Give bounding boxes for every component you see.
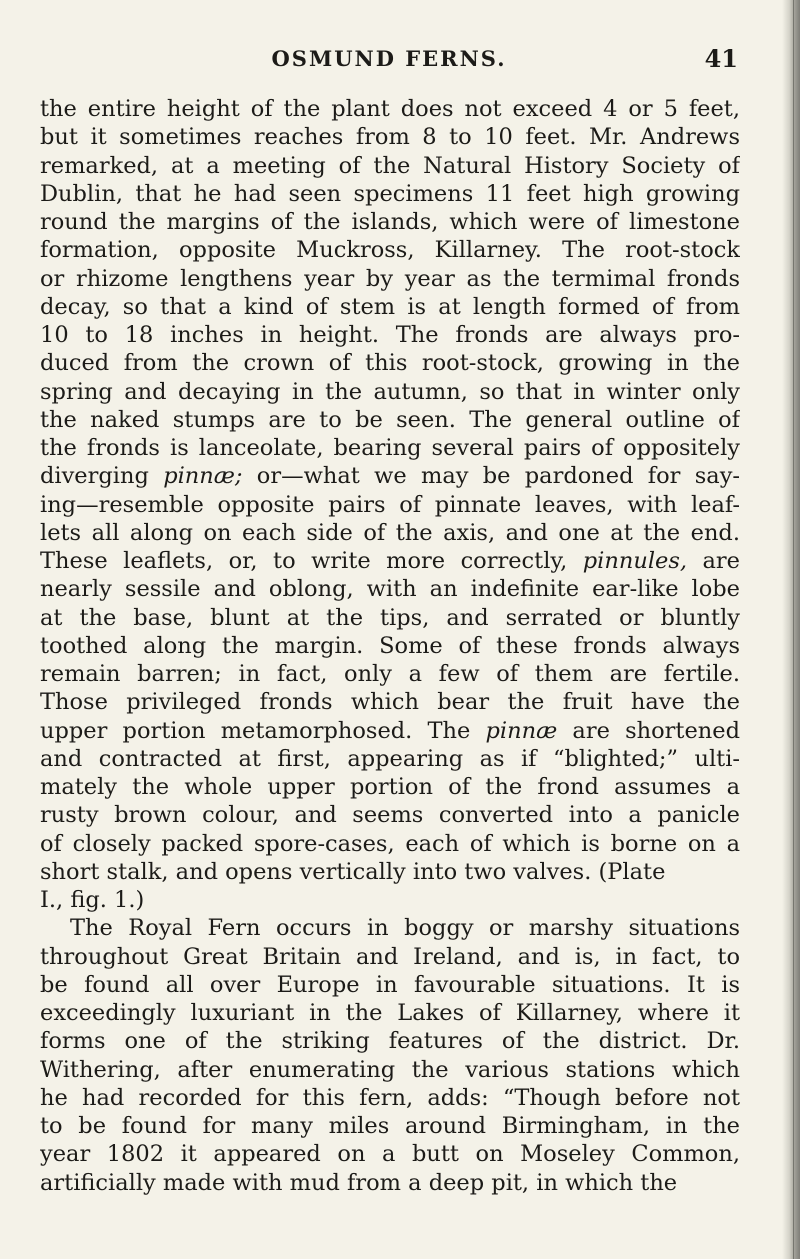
text-line [40, 180, 740, 208]
running-head [40, 46, 738, 76]
text-segment: forms one of the striking features of the district. Dr. [40, 1028, 740, 1055]
text-segment: of closely packed spore-cases, each of which is borne on a [40, 830, 740, 857]
page-binding-line [793, 0, 794, 1259]
text-segment: spring and decaying in the autumn, so that in winter only [40, 378, 740, 405]
italic-text: pinnules, [582, 548, 688, 574]
text-line [40, 547, 740, 575]
text-segment: throughout Great Britain and Ireland, and is, in fact, to [40, 943, 740, 970]
text-line [40, 152, 740, 180]
text-line [40, 321, 740, 349]
body-text [40, 95, 740, 1197]
text-segment: nearly sessile and oblong, with an indefinite ear-like lobe [40, 576, 740, 603]
text-line [40, 999, 740, 1027]
text-line [40, 575, 740, 603]
text-segment: formation, opposite Muckross, Killarney. The root-stock [40, 237, 740, 264]
text-line [40, 293, 740, 321]
text-segment: short stalk, and opens vertically into two valves. (Plate [40, 858, 666, 885]
page-binding-edge [782, 0, 800, 1259]
text-segment: 10 to 18 inches in height. The fronds are always pro- [40, 322, 740, 348]
italic-text: pinnæ [485, 717, 558, 744]
text-line [40, 1056, 740, 1084]
text-line [40, 95, 740, 123]
text-segment: the naked stumps are to be seen. The general outline of [40, 406, 740, 433]
text-segment: duced from the crown of this root-stock, growing in the [40, 350, 740, 377]
text-line [40, 1169, 740, 1197]
text-segment: mately the whole upper portion of the frond assumes a [40, 774, 740, 800]
running-title: OSMUND FERNS. [271, 46, 507, 71]
text-line [40, 1140, 740, 1168]
page-number: 41 [704, 44, 738, 73]
text-segment: decay, so that a kind of stem is at length formed of from [40, 293, 740, 320]
text-segment: lets all along on each side of the axis, and one at the end. [40, 519, 740, 546]
text-segment: to be found for many miles around Birmingham, in the [40, 1113, 740, 1139]
text-line [40, 265, 740, 293]
text-segment: be found all over Europe in favourable situations. It is [40, 971, 740, 998]
text-segment: are [687, 548, 740, 574]
text-line [40, 1084, 740, 1112]
text-line [40, 123, 740, 151]
text-line [40, 519, 740, 547]
text-segment: diverging [40, 463, 164, 490]
text-segment: rusty brown colour, and seems converted into a panicle [40, 802, 740, 829]
text-segment: upper portion metamorphosed. The [40, 717, 486, 744]
text-line [40, 208, 740, 236]
text-segment: toothed along the margin. Some of these fronds always [40, 632, 740, 659]
text-line [40, 858, 740, 886]
text-segment: are shortened [557, 717, 740, 744]
text-segment: the fronds is lanceolate, bearing several pairs of oppositely [40, 435, 740, 461]
text-segment: The Royal Fern occurs in boggy or marshy situations [70, 915, 740, 942]
text-line [40, 604, 740, 632]
text-line [40, 688, 740, 716]
text-line [40, 349, 740, 377]
text-line [40, 745, 740, 773]
text-segment: the entire height of the plant does not exceed 4 or 5 feet, [40, 96, 740, 122]
text-segment: artificially made with mud from a deep pit, in which the [40, 1169, 678, 1196]
text-line [40, 773, 740, 801]
text-segment: or rhizome lengthens year by year as the termimal fronds [40, 265, 740, 292]
text-segment: Withering, after enumerating the various stations which [40, 1056, 740, 1083]
text-segment: Those privileged fronds which bear the fruit have the [40, 689, 740, 716]
text-line [40, 886, 740, 914]
text-line [40, 660, 740, 688]
text-line [40, 830, 740, 858]
text-segment: Dublin, that he had seen specimens 11 feet high growing [40, 180, 740, 207]
text-segment: or—what we may be pardoned for say- [242, 463, 740, 490]
text-segment: he had recorded for this fern, adds: “Though before not [40, 1084, 740, 1111]
text-line [40, 717, 740, 745]
text-segment: remain barren; in fact, only a few of them are fertile. [40, 661, 740, 687]
text-line [40, 406, 740, 434]
text-line [40, 462, 740, 490]
text-line [40, 378, 740, 406]
text-line [40, 971, 740, 999]
italic-text: pinnæ; [163, 463, 243, 490]
text-segment: round the margins of the islands, which were of limestone [40, 209, 740, 235]
text-segment: year 1802 it appeared on a butt on Moseley Common, [40, 1141, 740, 1168]
text-segment: ing—resemble opposite pairs of pinnate leaves, with leaf- [40, 491, 740, 518]
text-segment: but it sometimes reaches from 8 to 10 feet. Mr. Andrews [40, 124, 740, 151]
text-segment: remarked, at a meeting of the Natural History Society of [40, 152, 740, 179]
text-line [40, 236, 740, 264]
text-line [40, 632, 740, 660]
text-line [40, 1112, 740, 1140]
text-line [40, 943, 740, 971]
text-line [40, 491, 740, 519]
text-segment: These leaflets, or, to write more correctly, [40, 548, 583, 574]
text-segment: and contracted at first, appearing as if “blighted;” ulti- [40, 745, 740, 772]
text-segment: at the base, blunt at the tips, and serrated or bluntly [40, 604, 740, 631]
text-line [40, 1027, 740, 1055]
text-line [40, 801, 740, 829]
text-line [40, 434, 740, 462]
text-segment: exceedingly luxuriant in the Lakes of Killarney, where it [40, 1000, 740, 1026]
text-segment: I., fig. 1.) [40, 887, 145, 913]
text-line [40, 914, 740, 942]
